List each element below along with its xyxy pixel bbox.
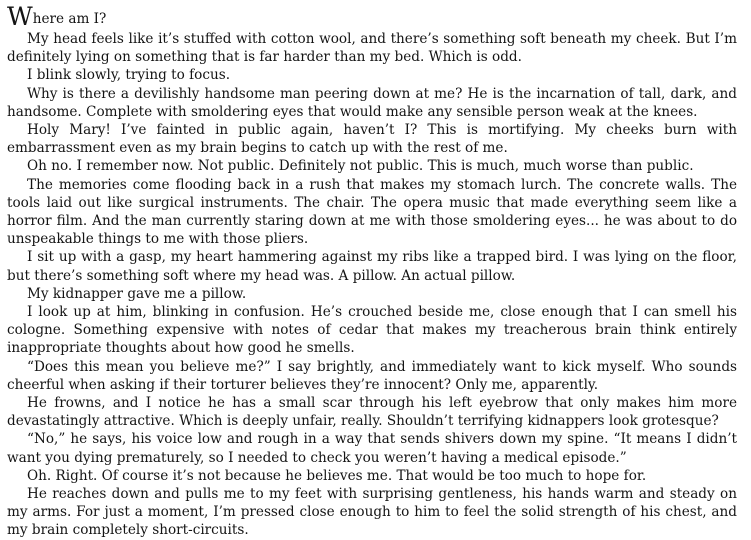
paragraph: Why is there a devilishly handsome man peering down at me? He is the incarnation of tall, dark, and handsome. Complete with smoldering eyes that would make any sensible person weak at the knees.: [7, 85, 737, 120]
paragraph: “Does this mean you believe me?” I say brightly, and immediately want to kick myself. Who sounds cheerful when asking if their torturer believes they’re innocent? Only me, apparently.: [7, 358, 737, 393]
paragraph: Holy Mary! I’ve fainted in public again, haven’t I? This is mortifying. My cheeks burn with embarrassment even as my brain begins to catch up with the rest of me.: [7, 122, 737, 157]
paragraph: He reaches down and pulls me to my feet with surprising gentleness, his hands warm and steady on my arms. For just a moment, I’m pressed close enough to him to feel the solid strength of his chest, and my brain completely short-circuits.: [7, 486, 737, 539]
paragraph: Oh. Right. Of course it’s not because he believes me. That would be too much to hope for.: [27, 467, 647, 484]
paragraph: My kidnapper gave me a pillow.: [27, 285, 247, 302]
paragraph: The memories come flooding back in a rush that makes my stomach lurch. The concrete walls. The tools laid out like surgical instruments. The chair. The opera music that made everything seem like a horror film. And the man currently staring down at me with those smoldering eyes... he was about to do unspeakable things to me with those pliers.: [7, 176, 737, 248]
drop-cap: W: [7, 2, 33, 31]
paragraph: Oh no. I remember now. Not public. Definitely not public. This is much, much worse than public.: [27, 158, 694, 175]
paragraph: I blink slowly, trying to focus.: [27, 67, 231, 84]
paragraph: I look up at him, blinking in confusion. He’s crouched beside me, close enough that I can smell his cologne. Something expensive with notes of cedar that makes my treacherous brain think entirely inappropriate thoughts about how good he smells.: [7, 304, 737, 357]
opening-line: [7, 4, 737, 30]
opening-text: here am I?: [32, 11, 107, 27]
paragraph: He frowns, and I notice he has a small scar through his left eyebrow that only makes him more devastatingly attractive. Which is deeply unfair, really. Shouldn’t terrifying kidnappers look grotesque?: [7, 395, 737, 430]
paragraph: I sit up with a gasp, my heart hammering against my ribs like a trapped bird. I was lying on the floor, but there’s something soft where my head was. A pillow. An actual pillow.: [7, 249, 737, 284]
paragraph: “No,” he says, his voice low and rough in a way that sends shivers down my spine. “It means I didn’t want you dying prematurely, so I needed to check you weren’t having a medical episode.”: [7, 431, 737, 466]
paragraph: My head feels like it’s stuffed with cotton wool, and there’s something soft beneath my cheek. But I’m definitely lying on something that is far harder than my bed. Which is odd.: [7, 31, 737, 66]
